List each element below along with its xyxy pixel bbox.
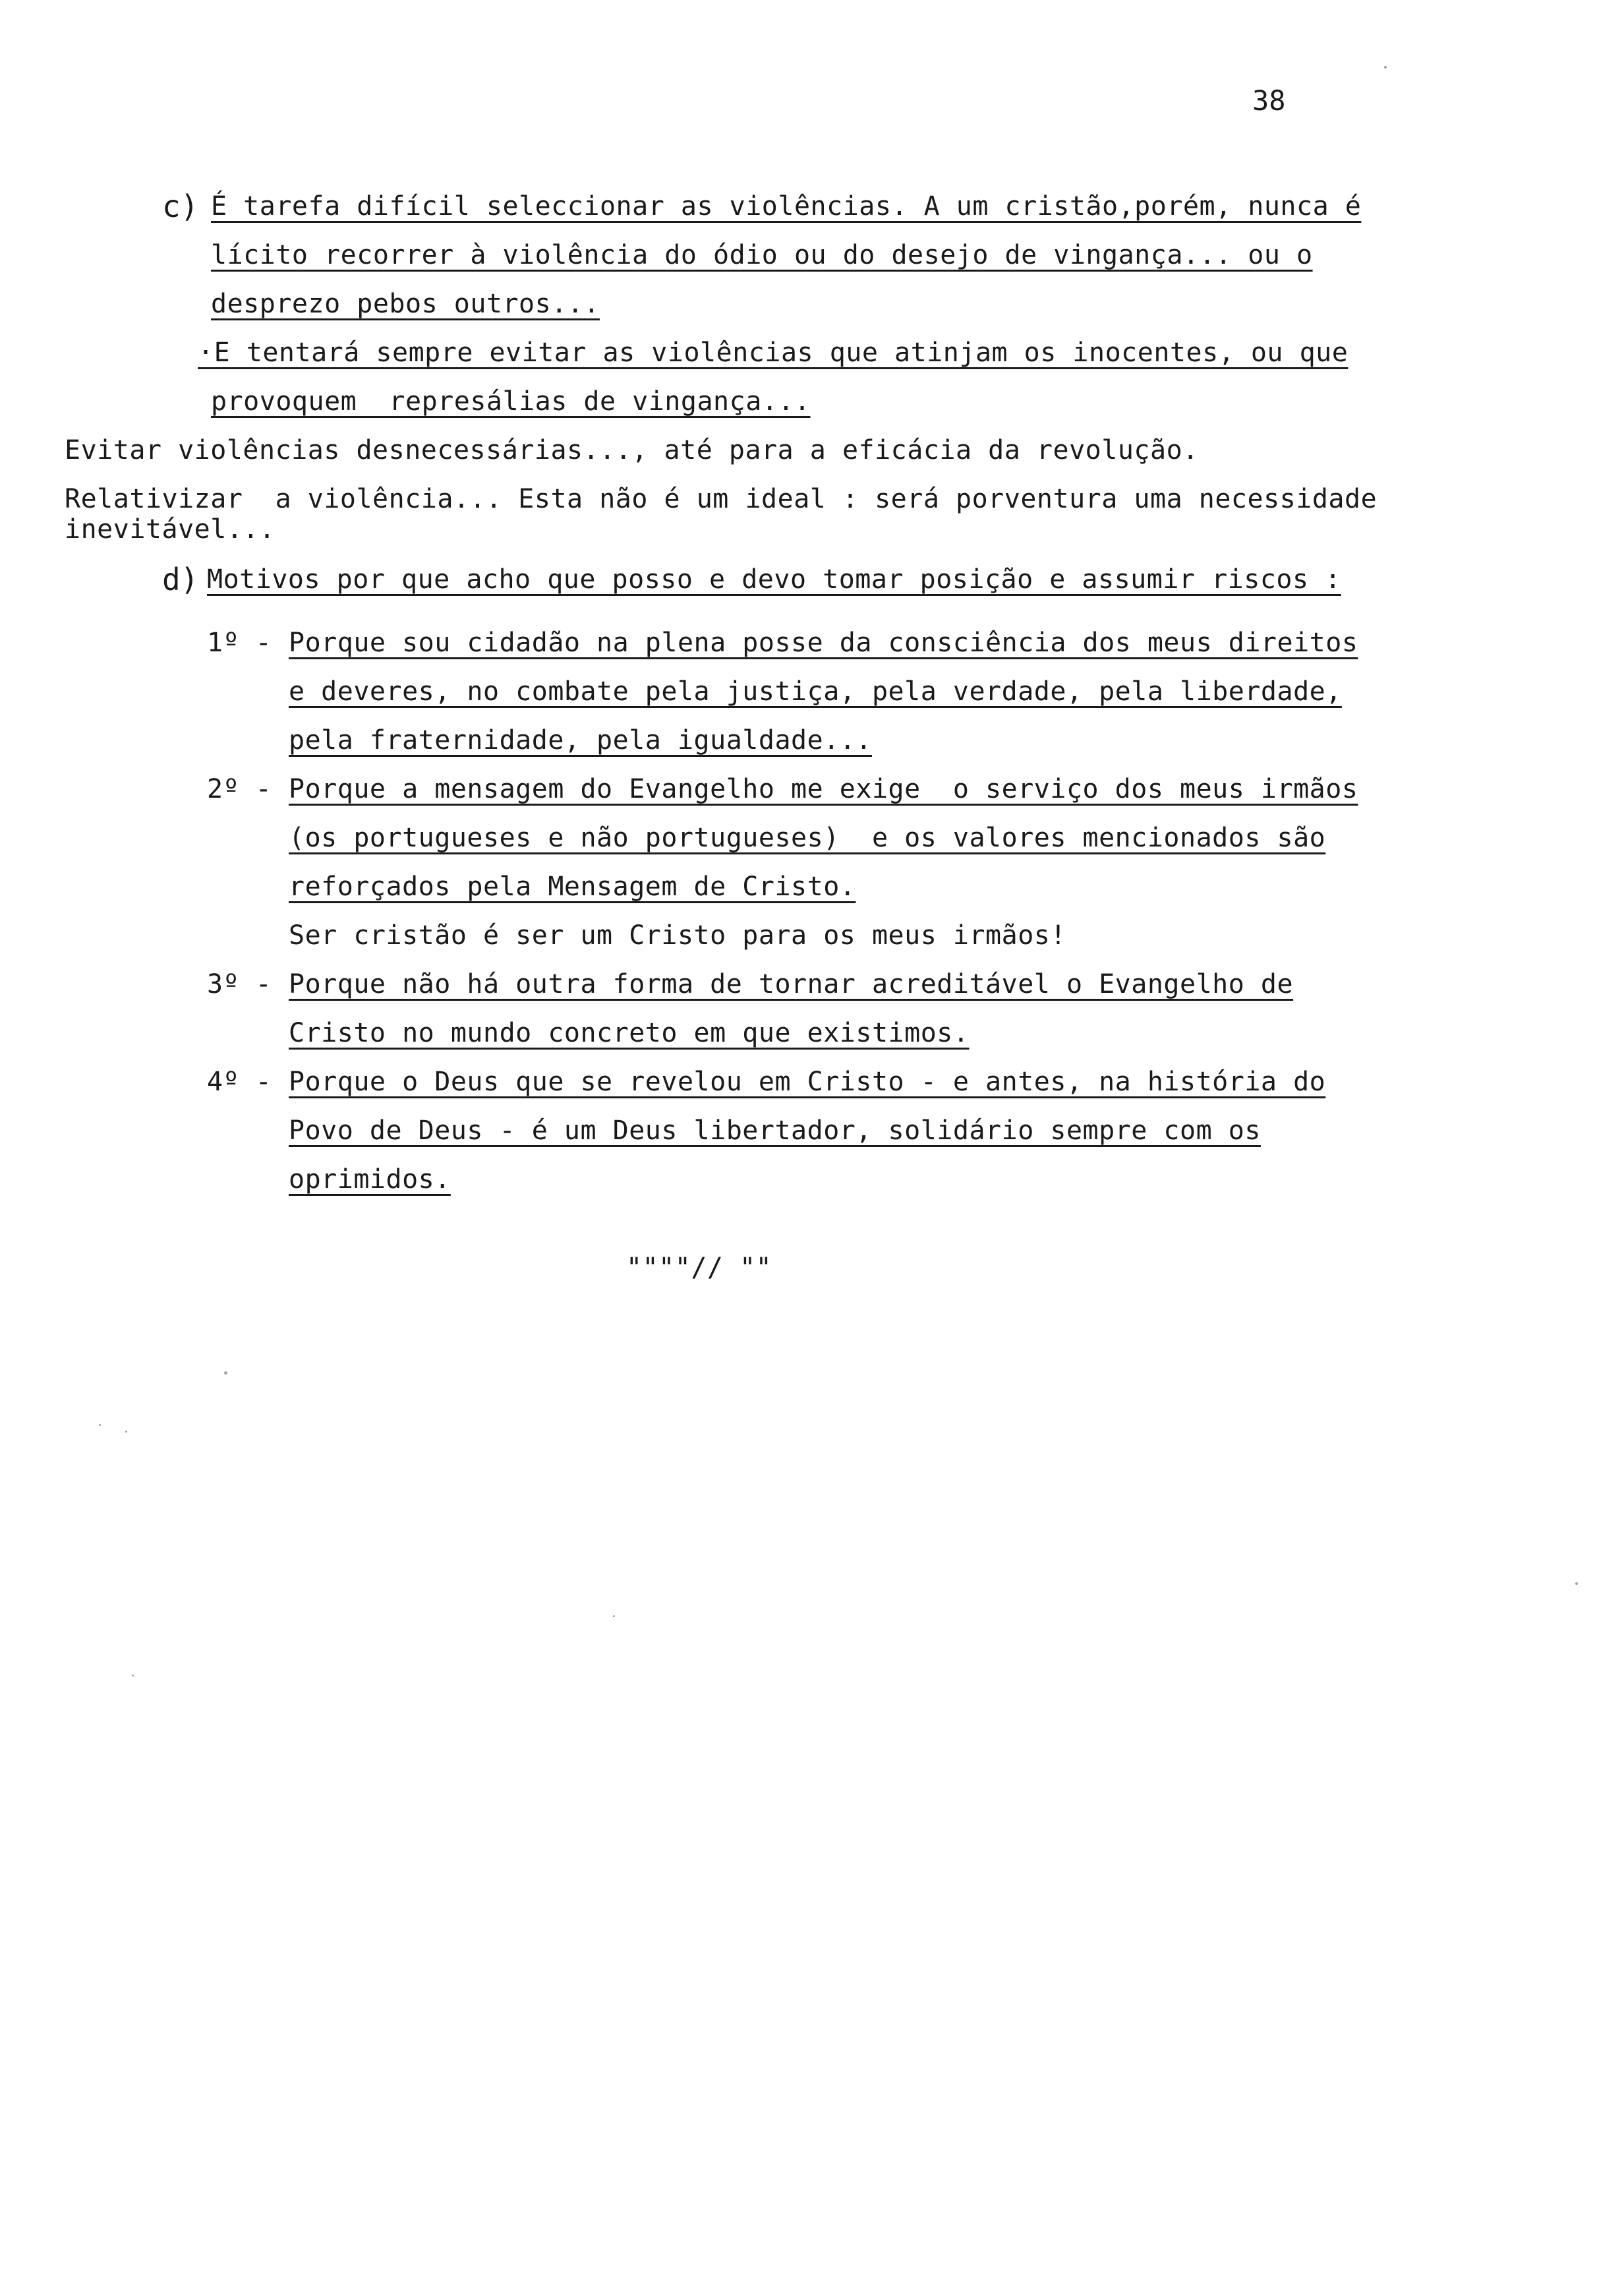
item-4-line-1: Porque o Deus que se revelou em Cristo - e antes, na história do [289,1067,1326,1097]
section-c-line-5: provoquem represálias de vingança... [211,386,811,417]
scan-speck [132,1675,134,1677]
item-2-line-3: reforçados pela Mensagem de Cristo. [289,872,856,902]
scan-speck [613,1615,615,1617]
section-d-marker: d) [162,562,199,597]
item-4-label: 4º - [207,1067,272,1097]
page-number: 38 [1252,84,1286,117]
item-4-line-2: Povo de Deus - é um Deus libertador, solidário sempre com os [289,1115,1261,1146]
free-text-line-1: Evitar violências desnecessárias..., até para a eficácia da revolução. [65,435,1199,465]
item-2-note: Ser cristão é ser um Cristo para os meus irmãos! [289,920,1066,951]
item-2-label: 2º - [207,774,272,804]
item-2-line-1: Porque a mensagem do Evangelho me exige o serviço dos meus irmãos [289,774,1358,804]
scan-speck [99,1424,101,1426]
item-1-line-3: pela fraternidade, pela igualdade... [289,725,872,756]
scan-speck [125,1431,127,1433]
item-3-label: 3º - [207,969,272,999]
item-1-label: 1º - [207,628,272,658]
scan-speck [1575,1582,1578,1585]
item-4-line-3: oprimidos. [289,1164,451,1195]
scan-speck [224,1371,227,1375]
section-c-line-2: lícito recorrer à violência do ódio ou do desejo de vingança... ou o [211,240,1313,270]
end-mark: """"// "" [626,1253,772,1283]
section-c-line-4: ·E tentará sempre evitar as violências que atinjam os inocentes, ou que [198,338,1348,368]
scan-speck [1384,66,1387,69]
free-text-line-2: Relativizar a violência... Esta não é um ideal : será porventura uma necessidade [65,484,1378,514]
item-2-line-2: (os portugueses e não portugueses) e os valores mencionados são [289,823,1326,853]
free-text-line-3: inevitável... [65,514,276,545]
section-d-heading: Motivos por que acho que posso e devo tomar posição e assumir riscos : [207,564,1341,595]
section-c-marker: c) [162,189,199,224]
item-1-line-2: e deveres, no combate pela justiça, pela verdade, pela liberdade, [289,676,1342,707]
item-1-line-1: Porque sou cidadão na plena posse da consciência dos meus direitos [289,628,1358,658]
section-c-line-3: desprezo pebos outros... [211,289,600,319]
item-3-line-2: Cristo no mundo concreto em que existimos. [289,1018,970,1048]
item-3-line-1: Porque não há outra forma de tornar acreditável o Evangelho de [289,969,1294,999]
section-c-line-1: É tarefa difícil seleccionar as violências. A um cristão,porém, nunca é [211,191,1362,222]
